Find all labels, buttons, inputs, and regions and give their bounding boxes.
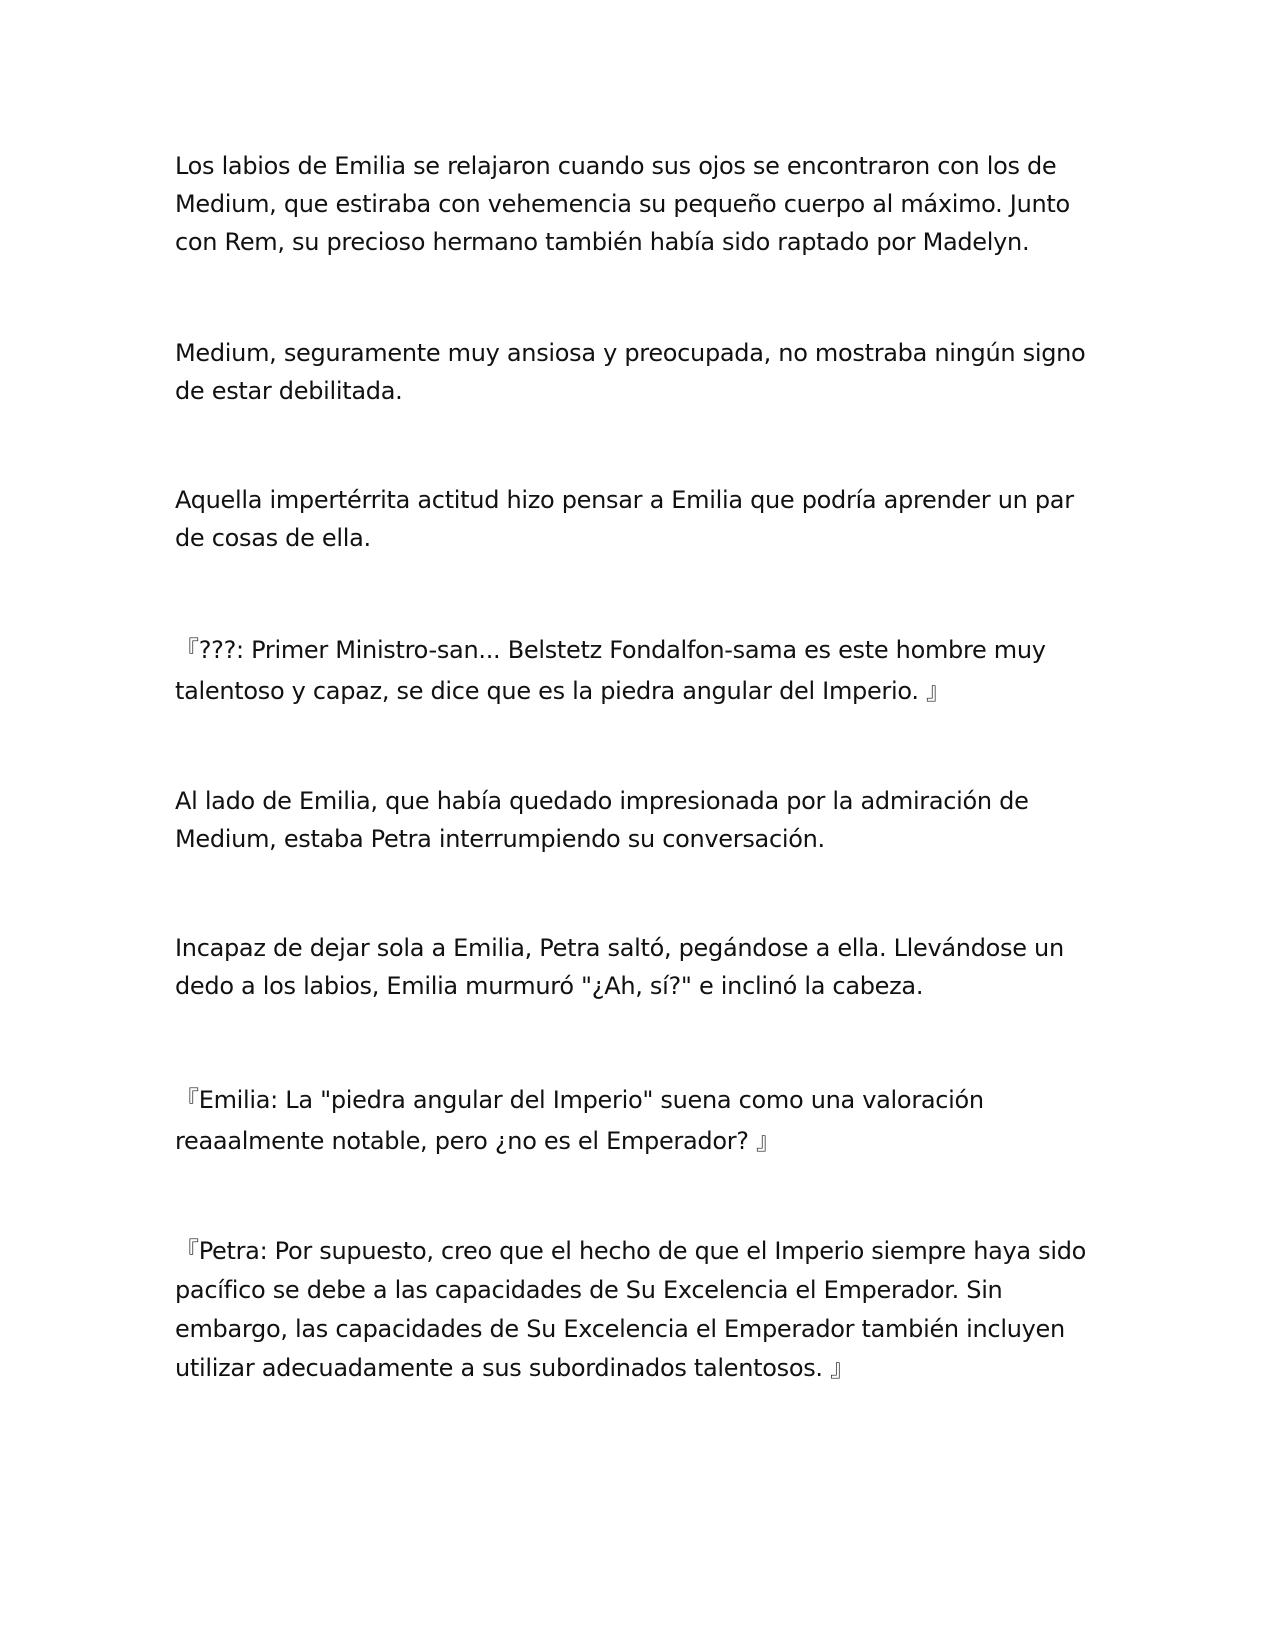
paragraph: Aquella impertérrita actitud hizo pensar a Emilia que podría aprender un par de cosas de ella. — [175, 486, 1082, 552]
paragraph: Al lado de Emilia, que había quedado impresionada por la admiración de Medium, estaba Petra interrumpiendo su conversación. — [175, 787, 1036, 853]
dialogue-paragraph: 『Petra: Por supuesto, creo que el hecho de que el Imperio siempre haya sido pacífico se debe a las capacidades de Su Excelencia el Emperador. Sin embargo, las capacidades de Su Excelencia el Emperador también incluyen utilizar adecuadamente a sus subordinados talentosos. 』 — [175, 1237, 1094, 1382]
dialogue-paragraph: 『Emilia: La "piedra angular del Imperio" suena como una valoración reaaalmente notable, pero ¿no es el Emperador? 』 — [175, 1086, 992, 1155]
paragraph: Medium, seguramente muy ansiosa y preocupada, no mostraba ningún signo de estar debilitada. — [175, 339, 1093, 405]
paragraph: Los labios de Emilia se relajaron cuando sus ojos se encontraron con los de Medium, que estiraba con vehemencia su pequeño cuerpo al máximo. Junto con Rem, su precioso hermano también había sido raptado por Madelyn. — [175, 152, 1078, 256]
dialogue-paragraph: 『???: Primer Ministro-san... Belstetz Fondalfon-sama es este hombre muy talentoso y capaz, se dice que es la piedra angular del Imperio. 』 — [175, 636, 1054, 705]
paragraph: Incapaz de dejar sola a Emilia, Petra saltó, pegándose a ella. Llevándose un dedo a los labios, Emilia murmuró "¿Ah, sí?" e inclinó la cabeza. — [175, 934, 1072, 1000]
